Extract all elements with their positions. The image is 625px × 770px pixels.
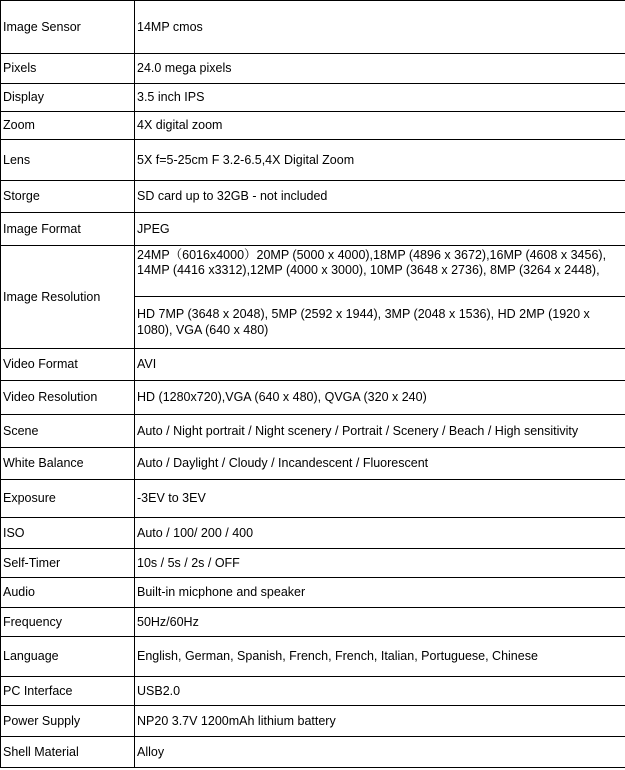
table-row xyxy=(1,737,625,768)
spec-value: Auto / Daylight / Cloudy / Incandescent / Fluorescent xyxy=(135,448,625,480)
spec-label: Scene xyxy=(1,415,135,448)
spec-value: English, German, Spanish, French, French, Italian, Portuguese, Chinese xyxy=(135,637,625,677)
table-row xyxy=(1,608,625,637)
spec-label: Image Format xyxy=(1,213,135,246)
spec-label: Display xyxy=(1,84,135,112)
spec-value: 24.0 mega pixels xyxy=(135,54,625,84)
spec-label: Image Sensor xyxy=(1,1,135,54)
resolution-part2-text: HD 7MP (3648 x 2048), 5MP (2592 x 1944), 3MP (2048 x 1536), HD 2MP (1920 x 1080), VGA (640 x 480) xyxy=(137,307,590,337)
spec-value: Built-in micphone and speaker xyxy=(135,578,625,608)
spec-value: AVI xyxy=(135,349,625,381)
table-row xyxy=(1,637,625,677)
spec-value: HD (1280x720),VGA (640 x 480), QVGA (320 x 240) xyxy=(135,381,625,415)
spec-value: 14MP cmos xyxy=(135,1,625,54)
spec-label: ISO xyxy=(1,518,135,549)
table-row xyxy=(1,54,625,84)
spec-label: Self-Timer xyxy=(1,549,135,578)
table-row xyxy=(1,349,625,381)
table-row xyxy=(1,112,625,140)
table-row xyxy=(1,549,625,578)
spec-label: White Balance xyxy=(1,448,135,480)
spec-value: Alloy xyxy=(135,737,625,768)
spec-value: 10s / 5s / 2s / OFF xyxy=(135,549,625,578)
spec-value: NP20 3.7V 1200mAh lithium battery xyxy=(135,706,625,737)
spec-label: Storge xyxy=(1,181,135,213)
table-row xyxy=(1,578,625,608)
table-row xyxy=(1,140,625,181)
spec-label: Power Supply xyxy=(1,706,135,737)
spec-label: Zoom xyxy=(1,112,135,140)
spec-value: 3.5 inch IPS xyxy=(135,84,625,112)
spec-label: Image Resolution xyxy=(1,246,135,349)
spec-value: 4X digital zoom xyxy=(135,112,625,140)
table-row xyxy=(1,448,625,480)
table-row xyxy=(1,1,625,54)
table-row xyxy=(1,181,625,213)
spec-label: Exposure xyxy=(1,480,135,518)
resolution-list-part2 xyxy=(135,297,625,348)
spec-label: Pixels xyxy=(1,54,135,84)
spec-value: Auto / Night portrait / Night scenery / Portrait / Scenery / Beach / High sensitivity xyxy=(135,415,625,448)
spec-value: SD card up to 32GB - not included xyxy=(135,181,625,213)
spec-value-split xyxy=(135,246,625,349)
spec-value: -3EV to 3EV xyxy=(135,480,625,518)
spec-value: 5X f=5-25cm F 3.2-6.5,4X Digital Zoom xyxy=(135,140,625,181)
spec-value: Auto / 100/ 200 / 400 xyxy=(135,518,625,549)
spec-label: Lens xyxy=(1,140,135,181)
spec-label: Shell Material xyxy=(1,737,135,768)
resolution-list-part1: 24MP（6016x4000）20MP (5000 x 4000),18MP (4896 x 3672),16MP (4608 x 3456), 14MP (4416 x3312),12MP (4000 x 3000), 10MP (3648 x 2736), 8MP (3264 x 2448), xyxy=(135,247,625,297)
table-row xyxy=(1,518,625,549)
spec-value: JPEG xyxy=(135,213,625,246)
table-row xyxy=(1,677,625,706)
spec-label: Frequency xyxy=(1,608,135,637)
spec-label: Audio xyxy=(1,578,135,608)
table-row xyxy=(1,213,625,246)
spec-label: Video Format xyxy=(1,349,135,381)
spec-label: Video Resolution xyxy=(1,381,135,415)
table-row xyxy=(1,381,625,415)
spec-label: PC Interface xyxy=(1,677,135,706)
spec-value: 50Hz/60Hz xyxy=(135,608,625,637)
table-row xyxy=(1,84,625,112)
table-row xyxy=(1,415,625,448)
table-row xyxy=(1,246,625,349)
table-row xyxy=(1,480,625,518)
table-row xyxy=(1,706,625,737)
spec-value: USB2.0 xyxy=(135,677,625,706)
spec-label: Language xyxy=(1,637,135,677)
